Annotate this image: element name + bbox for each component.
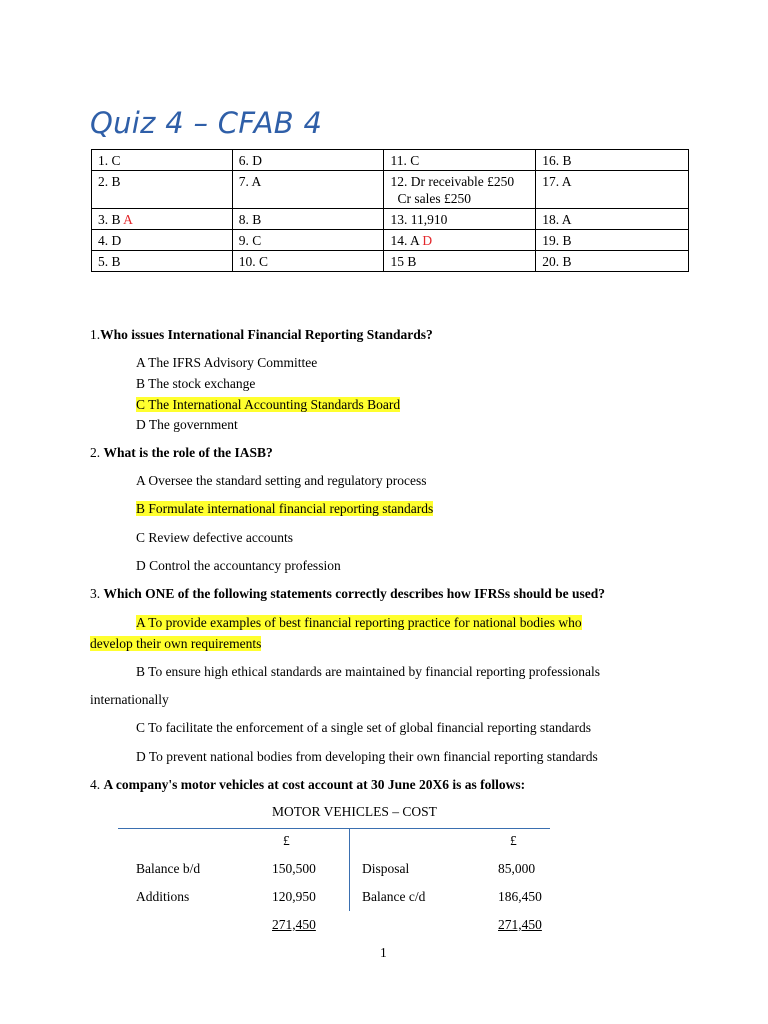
table-row xyxy=(92,251,689,272)
question-4 xyxy=(90,777,525,793)
option-a-line1-wrapper xyxy=(136,615,582,631)
option-b-line1: B To ensure high ethical standards are maintained by financial reporting professionals xyxy=(136,664,601,679)
credit-total: 271,450 xyxy=(498,917,542,932)
answer-cell-line: Cr sales £250 xyxy=(397,191,471,206)
credit-currency: £ xyxy=(510,833,517,848)
question-3 xyxy=(90,586,605,602)
answer-cell: 1. C xyxy=(92,150,233,171)
page-number: 1 xyxy=(380,945,387,960)
answer-cell: 18. A xyxy=(536,209,689,230)
question-text: Who issues International Financial Reporting Standards? xyxy=(100,327,433,342)
answer-cell: 2. B xyxy=(92,171,233,209)
answer-cell xyxy=(384,171,536,209)
answer-cell: 8. B xyxy=(232,209,384,230)
table-row xyxy=(92,230,689,251)
debit-total: 271,450 xyxy=(272,917,316,932)
debit-label: Additions xyxy=(136,889,190,904)
answer-cell: 6. D xyxy=(232,150,384,171)
answer-text: 3. B xyxy=(98,212,121,227)
debit-amount: 120,950 xyxy=(272,889,316,904)
page-title: Quiz 4 – CFAB 4 xyxy=(90,106,323,140)
option-b-line2: internationally xyxy=(90,692,169,707)
answer-cell xyxy=(384,230,536,251)
account-heading: MOTOR VEHICLES – COST xyxy=(272,804,437,819)
question-number: 3. xyxy=(90,586,101,601)
option-a: A Oversee the standard setting and regulatory process xyxy=(136,473,427,488)
option-b: B Formulate international financial reporting standards xyxy=(136,501,434,516)
option-d: D To prevent national bodies from developing their own financial reporting standards xyxy=(136,749,598,764)
table-row xyxy=(92,209,689,230)
option-a-line1: A To provide examples of best financial reporting practice for national bodies who xyxy=(136,615,582,630)
option-c: C To facilitate the enforcement of a single set of global financial reporting standards xyxy=(136,720,592,735)
debit-label: Balance b/d xyxy=(136,861,201,876)
correction-mark: A xyxy=(123,212,133,227)
option-a-line2: develop their own requirements xyxy=(90,636,262,651)
answer-cell: 7. A xyxy=(232,171,384,209)
answer-cell: 4. D xyxy=(92,230,233,251)
option-b-wrapper xyxy=(136,501,433,517)
answer-cell: 5. B xyxy=(92,251,233,272)
question-number: 2. xyxy=(90,445,101,460)
credit-amount: 186,450 xyxy=(498,889,542,904)
correction-mark: D xyxy=(422,233,433,248)
answer-cell: 9. C xyxy=(232,230,384,251)
answer-table xyxy=(91,149,689,272)
option-d: D Control the accountancy profession xyxy=(136,558,341,573)
answer-cell: 20. B xyxy=(536,251,689,272)
option-c: C The International Accounting Standards Board xyxy=(136,397,401,412)
answer-cell-line: 12. Dr receivable £250 xyxy=(390,174,515,189)
option-d: D The government xyxy=(136,417,238,432)
debit-currency: £ xyxy=(283,833,290,848)
question-text: A company's motor vehicles at cost account at 30 June 20X6 is as follows: xyxy=(103,777,526,792)
answer-cell: 13. 11,910 xyxy=(384,209,536,230)
question-1 xyxy=(90,327,433,343)
debit-amount: 150,500 xyxy=(272,861,316,876)
answer-cell: 11. C xyxy=(384,150,536,171)
answer-text: 14. A xyxy=(390,233,419,248)
answer-cell: 16. B xyxy=(536,150,689,171)
table-row xyxy=(92,171,689,209)
question-text: What is the role of the IASB? xyxy=(103,445,273,460)
account-top-rule xyxy=(118,828,550,829)
answer-cell: 19. B xyxy=(536,230,689,251)
credit-label: Balance c/d xyxy=(362,889,426,904)
question-number: 4. xyxy=(90,777,101,792)
answer-cell: 15 B xyxy=(384,251,536,272)
question-text: Which ONE of the following statements correctly describes how IFRSs should be used? xyxy=(103,586,606,601)
option-a-line2-wrapper xyxy=(90,636,261,652)
answer-cell: 10. C xyxy=(232,251,384,272)
option-b: B The stock exchange xyxy=(136,376,256,391)
credit-amount: 85,000 xyxy=(498,861,536,876)
credit-label: Disposal xyxy=(362,861,410,876)
question-number: 1. xyxy=(90,327,101,342)
answer-cell: 17. A xyxy=(536,171,689,209)
option-c-wrapper xyxy=(136,397,400,413)
table-row xyxy=(92,150,689,171)
answer-cell xyxy=(92,209,233,230)
option-c: C Review defective accounts xyxy=(136,530,294,545)
account-center-rule xyxy=(349,829,350,911)
option-a: A The IFRS Advisory Committee xyxy=(136,355,318,370)
question-2 xyxy=(90,445,273,461)
